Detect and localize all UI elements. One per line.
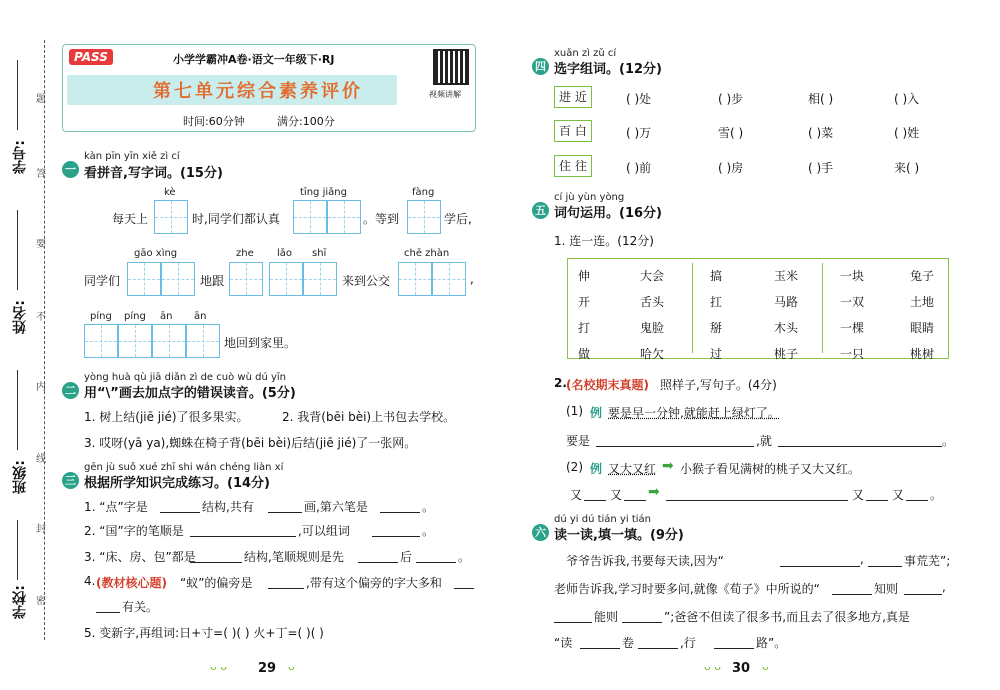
match-column [910,263,934,367]
sentence-text: 。等到 [363,212,400,226]
qr-label: 视频讲解 [429,90,461,99]
arrow-right-icon: ➡ [648,484,660,500]
example-tag: 例 [590,406,603,420]
exam-header [62,44,476,132]
fill-text: 要是 [566,434,591,448]
example-sentence: 要是早一分钟,就能赶上绿灯了。 [608,406,780,420]
fill-text: 又 [570,488,583,502]
match-item[interactable]: 桃子 [774,347,799,361]
answer-blank[interactable] [190,536,296,537]
writing-grid[interactable] [84,324,118,358]
example-sentence: 小猴子看见满树的桃子又大又红。 [680,462,861,476]
writing-grid[interactable] [293,200,327,234]
match-item[interactable]: 做 [578,347,591,361]
question-text: ,带有这个偏旁的字大多和 [306,576,442,590]
cut-char: 封 [36,524,46,535]
section-pinyin: yòng huà qù jiā diǎn zì de cuò wù dú yīn [84,372,286,383]
class-field[interactable] [17,370,18,450]
word-item: ( )入 [894,92,920,106]
cut-line [44,40,45,640]
writing-grid[interactable] [432,262,466,296]
match-item[interactable]: 土地 [910,295,935,309]
pinyin-hint: ān [194,311,207,322]
question-text: ,可以组词 [298,524,350,538]
word-item: ( )姓 [894,126,920,140]
match-item[interactable]: 一双 [840,295,865,309]
question-text: 5. 变新字,再组词:日+寸=( )( ) 火+丁=( )( ) [84,626,324,640]
answer-blank[interactable] [160,512,200,513]
question-text: 1. 树上结(jiē jié)了很多果实。 [84,410,249,424]
page-number: 30 [732,661,751,676]
cut-char: 题 [36,94,46,105]
pinyin-hint: gāo xìng [134,248,178,259]
question-text: 1. 连一连。(12分) [554,234,654,248]
writing-grid[interactable] [407,200,441,234]
match-item[interactable]: 一块 [840,269,865,283]
fill-text: 。 [942,434,955,448]
word-item: 雪( ) [718,126,744,140]
column-divider [822,263,823,353]
qr-code-icon[interactable] [433,49,469,85]
word-item: ( )处 [626,92,652,106]
name-label: 姓名: [12,300,28,334]
cut-char: 线 [36,454,46,465]
match-item[interactable]: 木头 [774,321,799,335]
section-number: 六 [532,524,549,541]
fill-text: 。 [930,488,943,502]
pinyin-hint: zhe [236,248,254,259]
section-number: 三 [62,472,79,489]
pass-logo: PASS [69,49,113,65]
sentence-text: 学后, [444,212,472,226]
question-text: 2. 我背(bēi bèi)上书包去学校。 [282,410,456,424]
sprout-icon: ᴗ [288,660,295,673]
section-pinyin: kàn pīn yīn xiě zì cí [84,151,180,162]
question-text: 后 [400,550,413,564]
student-id-field[interactable] [17,60,18,130]
section-number: 五 [532,202,549,219]
passage-text: 能则 [594,610,619,624]
section-title: 词句运用。(16分) [554,206,662,221]
fill-text: 又 [892,488,905,502]
section-title: 根据所学知识完成练习。(14分) [84,476,270,491]
match-item[interactable]: 打 [578,321,591,335]
page-title: 第七单元综合素养评价 [153,81,363,102]
sentence-text: 地回到家里。 [224,336,297,350]
question-text: 。 [422,524,435,538]
question-text: 有关。 [122,600,159,614]
sprout-icon: ᴗ [762,660,769,673]
match-column [640,263,664,367]
match-item[interactable]: 马路 [774,295,799,309]
match-column [710,263,722,367]
passage-text: , [942,580,946,594]
passage-text: 事荒芜”; [904,554,951,568]
question-text: 照样子,写句子。(4分) [660,378,777,392]
pinyin-hint: píng [124,311,146,322]
section-title: 用“\”画去加点字的错误读音。(5分) [84,386,296,401]
answer-blank[interactable] [584,500,606,501]
sprout-icon: ᴗ ᴗ [704,660,721,673]
match-item[interactable]: 舌头 [640,295,665,309]
section-pinyin: gēn jù suǒ xué zhī shi wán chéng liàn xí [84,462,284,473]
writing-grid[interactable] [186,324,220,358]
word-pair: 进 近 [554,86,592,108]
passage-text: 知则 [874,582,899,596]
question-text: 2. “国”字的笔顺是 [84,524,184,538]
answer-blank[interactable] [190,562,242,563]
passage-text: , [860,552,864,566]
writing-grid[interactable] [269,262,303,296]
answer-blank[interactable] [416,562,456,563]
pinyin-hint: lǎo [277,248,293,259]
cut-char: 密 [36,596,46,607]
passage-text: “读 [554,636,573,650]
word-item: ( )万 [626,126,652,140]
answer-blank[interactable] [380,512,420,513]
fill-text: ,就 [756,434,772,448]
section-pinyin: dú yi dú tián yi tián [554,514,651,525]
answer-blank[interactable] [554,622,592,623]
question-text: “蚁”的偏旁是 [180,576,253,590]
match-item[interactable]: 兔子 [910,269,935,283]
sprout-icon: ᴗ ᴗ [210,660,227,673]
column-divider [692,263,693,353]
cut-char: 内 [36,382,46,393]
question-text: 。 [422,500,435,514]
word-item: ( )房 [718,161,744,175]
pinyin-hint: fàng [412,187,435,198]
cut-char: 答 [36,169,46,180]
word-item: ( )步 [718,92,744,106]
passage-text: 老师告诉我,学习时要多问,就像《荀子》中所说的“ [554,582,820,596]
school-field[interactable] [17,520,18,580]
passage-text: 爷爷告诉我,书要每天读,因为“ [566,554,724,568]
word-pair: 住 往 [554,155,592,177]
writing-grid[interactable] [327,200,361,234]
pinyin-hint: shī [312,248,327,259]
writing-grid[interactable] [303,262,337,296]
passage-text: ”;爸爸不但读了很多书,而且去了很多地方,真是 [664,610,910,624]
answer-blank[interactable] [904,594,942,595]
pinyin-hint: ān [160,311,173,322]
section-title: 看拼音,写字词。(15分) [84,166,223,181]
sentence-text: 每天上 [112,212,149,226]
question-text: 。 [458,550,471,564]
question-number: 4. [84,574,96,588]
student-id-label: 学号: [12,140,28,174]
answer-blank[interactable] [268,588,304,589]
core-question-tag: (教材核心题) [96,576,167,590]
arrow-right-icon: ➡ [662,458,674,474]
match-item[interactable]: 桃树 [910,347,935,361]
binding-sidebar [0,0,52,690]
sentence-text: 时,同学们都认真 [192,212,280,226]
sentence-text: 地跟 [200,274,225,288]
answer-blank[interactable] [268,512,302,513]
answer-blank[interactable] [638,648,678,649]
pinyin-hint: píng [90,311,112,322]
school-label: 学校: [12,585,28,619]
matching-table [567,258,949,359]
match-item[interactable]: 过 [710,347,723,361]
question-text: 1. “点”字是 [84,500,148,514]
fill-text: 又 [852,488,865,502]
pinyin-hint: chē zhàn [404,248,450,259]
pinyin-hint: tīng jiǎng [300,187,347,198]
answer-blank[interactable] [714,648,754,649]
example-number: (2) [566,460,583,474]
section-number: 一 [62,161,79,178]
section-number: 二 [62,382,79,399]
question-text: 结构,笔顺规则是先 [244,550,344,564]
word-pair: 百 白 [554,120,592,142]
match-column [578,263,590,367]
answer-blank[interactable] [666,500,848,501]
word-item: 相( ) [808,92,834,106]
question-number: 2. [554,376,567,390]
section-pinyin: cí jù yùn yòng [554,192,625,203]
match-item[interactable]: 一只 [840,347,865,361]
question-text: 结构,共有 [202,500,254,514]
exam-time: 时间:60分钟 [183,115,245,128]
passage-text: 路”。 [756,636,787,650]
match-column [840,263,864,367]
match-item[interactable]: 哈欠 [640,347,665,361]
class-label: 班级: [12,460,28,494]
answer-blank[interactable] [372,536,420,537]
word-item: 来( ) [894,161,920,175]
answer-blank[interactable] [832,594,872,595]
match-item[interactable]: 大会 [640,269,665,283]
exam-question-tag: (名校期末真题) [566,378,649,392]
name-field[interactable] [17,210,18,290]
answer-blank[interactable] [778,446,942,447]
cut-char: 要 [36,239,46,250]
section-title: 选字组词。(12分) [554,62,662,77]
writing-grid[interactable] [152,324,186,358]
answer-blank[interactable] [358,562,398,563]
answer-blank[interactable] [906,500,928,501]
answer-blank[interactable] [866,500,888,501]
match-column [774,263,798,367]
answer-blank[interactable] [96,612,120,613]
fill-text: 又 [610,488,623,502]
question-text: 画,第六笔是 [304,500,368,514]
section-pinyin: xuǎn zì zǔ cí [554,48,617,59]
series-title: 小学学霸冲A卷·语文一年级下·RJ [173,53,335,66]
match-item[interactable]: 掰 [710,321,723,335]
match-item[interactable]: 开 [578,295,591,309]
match-item[interactable]: 玉米 [774,269,799,283]
word-item: ( )前 [626,161,652,175]
writing-grid[interactable] [118,324,152,358]
answer-blank[interactable] [624,500,646,501]
answer-blank[interactable] [454,588,474,589]
sentence-text: 来到公交 [342,274,391,288]
answer-blank[interactable] [622,622,662,623]
answer-blank[interactable] [580,648,620,649]
sentence-text: , [470,272,474,286]
word-item: ( )手 [808,161,834,175]
example-tag: 例 [590,462,603,476]
match-item[interactable]: 一棵 [840,321,865,335]
match-item[interactable]: 扛 [710,295,723,309]
question-text: 3. “床、房、包”都是 [84,550,196,564]
answer-blank[interactable] [596,446,754,447]
match-item[interactable]: 眼睛 [910,321,935,335]
section-title: 读一读,填一填。(9分) [554,528,684,543]
exam-score: 满分:100分 [277,115,335,128]
example-number: (1) [566,404,583,418]
section-number: 四 [532,58,549,75]
cut-char: 不 [36,312,46,323]
example-phrase: 又大又红 [608,462,657,476]
writing-grid[interactable] [398,262,432,296]
question-text: 3. 哎呀(yā ya),蜘蛛在椅子背(bēi bèi)后结(jiē jié)了一张网。 [84,436,417,450]
sentence-text: 同学们 [84,274,121,288]
writing-grid[interactable] [229,262,263,296]
passage-text: 卷 [622,636,635,650]
match-item[interactable]: 伸 [578,269,591,283]
match-item[interactable]: 鬼脸 [640,321,665,335]
writing-grid[interactable] [154,200,188,234]
pinyin-hint: kè [164,187,176,198]
writing-grid[interactable] [127,262,161,296]
writing-grid[interactable] [161,262,195,296]
passage-text: ,行 [680,636,696,650]
match-item[interactable]: 搞 [710,269,723,283]
answer-blank[interactable] [780,566,860,567]
page-number: 29 [258,661,277,676]
answer-blank[interactable] [868,566,902,567]
word-item: ( )菜 [808,126,834,140]
